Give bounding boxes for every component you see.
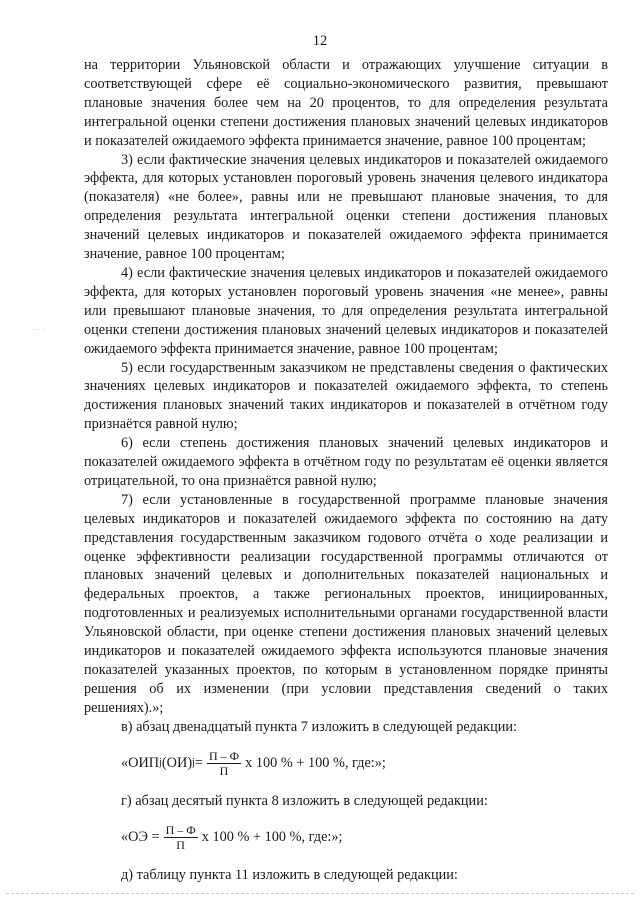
instruction-g: г) абзац десятый пункта 8 изложить в следующей редакции: (121, 792, 488, 809)
formula-oip-sub2: j (192, 756, 195, 768)
formula-oip-prefix: «ОИП (121, 754, 160, 771)
page-number: 12 (312, 33, 328, 49)
formula-oip-suffix: х 100 % + 100 %, где:»; (245, 754, 386, 771)
margin-scan-mark: ‥ . (32, 322, 46, 332)
paragraph-item-6: 6) если степень достижения плановых значений целевых индикаторов и показателей ожидаемого эффекта в отчётном году по результатам её оценки является отрицательной, то она признаётся равной нулю; (84, 435, 608, 489)
paragraph-continuation: на территории Ульяновской области и отражающих улучшение ситуации в соответствующей сфере её социально-экономического развития, превышают плановые значения более чем на 20 процентов, то для определения результата интегральной оценки степени достижения плановых значений целевых индикаторов и показателей ожидаемого эффекта принимается значение, равное 100 процентам; (84, 57, 608, 149)
formula-oe-suffix: х 100 % + 100 %, где:»; (201, 828, 343, 845)
instruction-v: в) абзац двенадцатый пункта 7 изложить в следующей редакции: (121, 718, 517, 735)
document-body (84, 56, 608, 884)
formula-oe (121, 823, 608, 852)
bottom-scan-edge (6, 893, 634, 894)
paragraph-item-7: 7) если установленные в государственной программе плановые значения целевых индикаторов и показателей ожидаемого эффекта по состоянию на дату представления государственным заказчиком годового отчёта о ходе реализации и оценке эффективности реализации государственной программы отличаются от плановых значений целевых и дополнительных показателей национальных и федеральных проектов, а также региональных проектов, инициированных, подготовленных и реализуемых исполнительными органами государственной власти Ульяновской области, при оценке степени достижения плановых значений целевых индикаторов и показателей ожидаемого эффекта используются плановые значения показателей указанных проектов, по которым в установленном порядке приняты решения об их изменении (при условии представления сведений о таких решениях).»; (84, 491, 608, 716)
paragraph-item-5: 5) если государственным заказчиком не представлены сведения о фактических значениях целевых индикаторов и показателей ожидаемого эффекта, то степень достижения плановых значений таких индикаторов и показателей в отчётном году признаётся равной нулю; (84, 359, 608, 433)
formula-oip-numerator: П – Ф (208, 748, 240, 763)
formula-oe-denominator: П (176, 837, 185, 852)
formula-oip (121, 749, 608, 778)
paragraph-item-4: 4) если фактические значения целевых индикаторов и показателей ожидаемого эффекта, для которых установлен пороговый уровень значения «не менее», равны или превышают плановые значения, то для определения результата интегральной оценки степени достижения плановых значений целевых индикаторов и показателей ожидаемого эффекта принимается значение, равное 100 процентам; (84, 264, 608, 357)
formula-oip-fraction (207, 749, 241, 778)
paragraph-item-3: 3) если фактические значения целевых индикаторов и показателей ожидаемого эффекта, для которых установлен пороговый уровень значения целевого индикатора (показателя) «не более», равны или не превышают плановые значения, то для определения результата интегральной оценки степени достижения плановых значений целевых индикаторов и показателей ожидаемого эффекта принимается значение, равное 100 процентам; (84, 151, 608, 263)
instruction-d: д) таблицу пункта 11 изложить в следующей редакции: (121, 866, 458, 883)
formula-oe-numerator: П – Ф (165, 822, 196, 837)
formula-oip-denominator: П (219, 763, 229, 778)
formula-oip-sub1: j (159, 756, 162, 768)
formula-oip-equals: = (194, 754, 203, 771)
formula-oe-prefix: «ОЭ = (121, 828, 160, 845)
formula-oe-fraction (164, 823, 198, 852)
formula-oip-mid: (ОИ) (161, 754, 193, 771)
